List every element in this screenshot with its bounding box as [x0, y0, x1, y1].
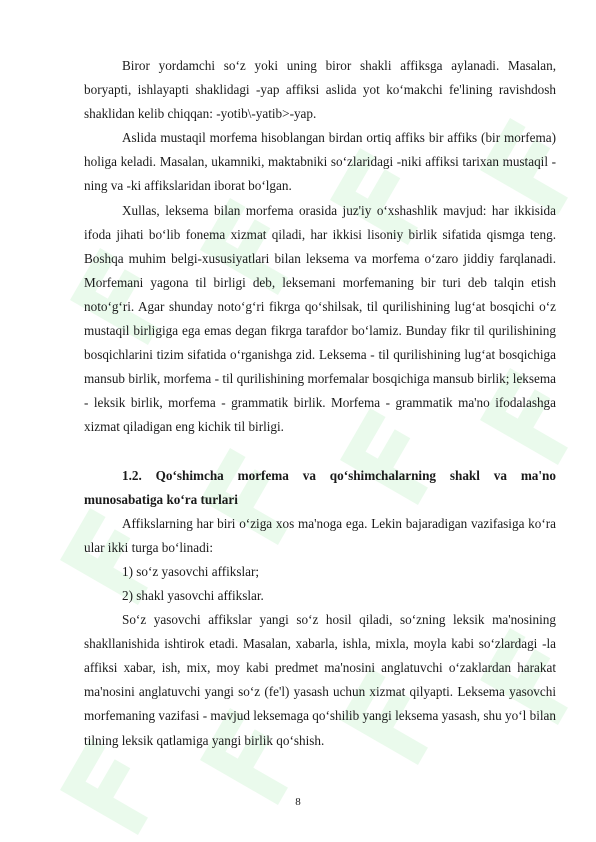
page-number: 8: [295, 796, 301, 808]
paragraph-2: Aslida mustaqil morfema hisoblangan birdan ortiq affiks bir affiks (bir morfema) holiga keladi. Masalan, ukamniki, maktabniki so‘zlaridagi -niki affiksi tarixan mustaqil -ning va -ki affikslaridan iborat bo‘lgan.: [84, 130, 556, 194]
paragraph-1: Biror yordamchi so‘z yoki uning biror shakli affiksga aylanadi. Masalan, boryapti, ishlayapti shaklidagi -yap affiksi aslida yot ko‘makchi fe'lining ravishdosh shaklidan kelib chiqqan: -yotib\-yatib>-yap.: [84, 58, 556, 122]
section-intro-paragraph: Affikslarning har biri o‘ziga xos ma'noga ega. Lekin bajaradigan vazifasiga ko‘ra ular ikki turga bo‘linadi:: [84, 515, 556, 555]
section-heading: 1.2. Qo‘shimcha morfema va qo‘shimchalarning shakl va ma'no munosabatiga ko‘ra turlari: [84, 467, 556, 507]
paragraph-3: Xullas, leksema bilan morfema orasida juz'iy o‘xshashlik mavjud: har ikkisida ifoda jihati bo‘lib fonema xizmat qiladi, har ikkisi lisoniy birlik sifatida qismga teng. Boshqa muhim belgi-xususiyatlari bilan leksema va morfema o‘zaro jiddiy farqlanadi. Morfemani yagona til birligi deb, leksemani morfemaning bir turi deb talqin etish noto‘g‘ri. Agar shunday noto‘g‘ri fikrga qo‘shilsak, til qurilishining lug‘at bosqichi o‘z mustaqil birligiga ega emas degan fikrga tarafdor bo‘lamiz. Bunday fikr til qurilishining bosqichlarini tizim sifatida o‘rganishga zid. Leksema - til qurilishining lug‘at bosqichiga mansub birlik, morfema - til qurilishining morfemalar bosqichiga mansub birlik; leksema - leksik birlik, morfema - grammatik birlik. Morfema - grammatik ma'no ifodalashga xizmat qiladigan eng kichik til birligi.: [84, 202, 556, 435]
list-item: 1) so‘z yasovchi affikslar;: [122, 563, 260, 579]
closing-paragraph: So‘z yasovchi affikslar yangi so‘z hosil qiladi, so‘zning leksik ma'nosining shakllanishida ishtirok etadi. Masalan, xabarla, ishla, mixla, moyla kabi so‘zlardagi -la affiksi xabar, ish, mix, moy kabi predmet ma'nosini anglatuvchi o‘zaklardan harakat ma'nosini anglatuvchi yangi so‘z (fe'l) yasash uchun xizmat qilyapti. Leksema yasovchi morfemaning vazifasi - mavjud leksemaga qo‘shilib yangi leksema yasash, shu yo‘l bilan tilning leksik qatlamiga yangi birlik qo‘shish.: [84, 612, 556, 748]
list-item: 2) shakl yasovchi affikslar.: [122, 587, 264, 603]
page-content: [84, 54, 556, 753]
